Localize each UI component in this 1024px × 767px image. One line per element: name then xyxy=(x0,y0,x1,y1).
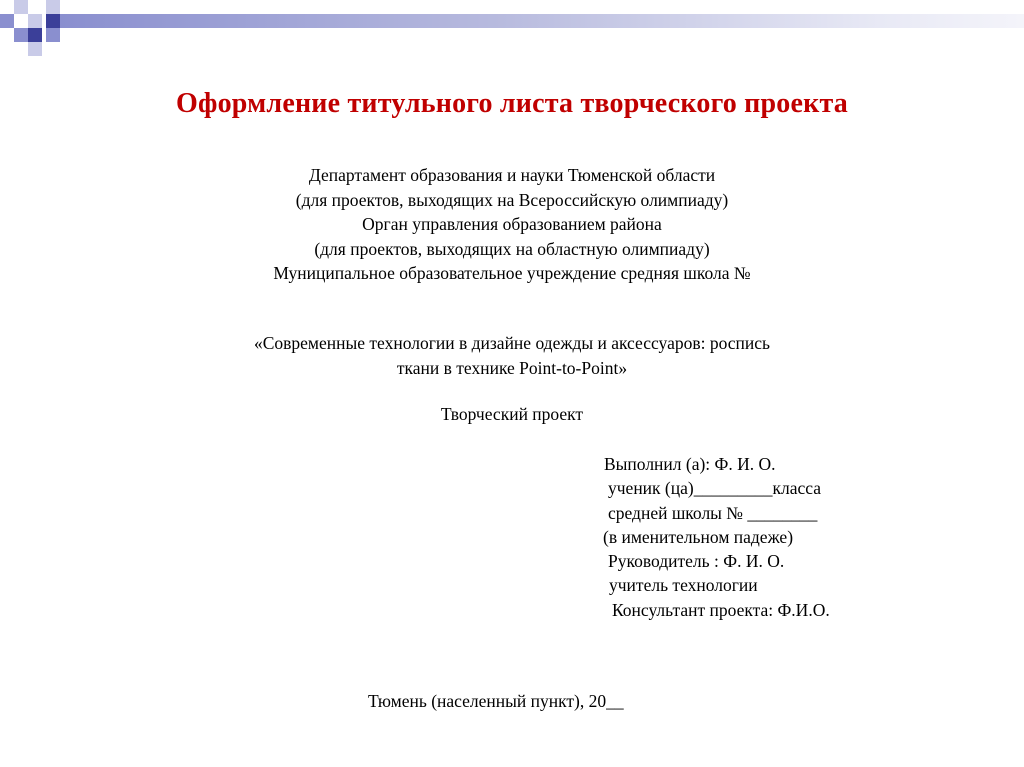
author-line: Консультант проекта: Ф.И.О. xyxy=(612,599,830,620)
decor-square xyxy=(14,28,28,42)
department-line: (для проектов, выходящих на Всероссийскую олимпиаду) xyxy=(295,189,729,210)
department-line: Департамент образования и науки Тюменской области xyxy=(308,165,716,185)
header-gradient-bar xyxy=(60,14,1024,28)
department-line: (для проектов, выходящих на областную олимпиаду) xyxy=(314,238,710,259)
decor-square xyxy=(0,14,14,28)
topic-line: ткани в технике Point-to-Point» xyxy=(396,357,628,378)
project-topic xyxy=(0,331,1024,380)
decor-square xyxy=(46,28,60,42)
slide-title: Оформление титульного листа творческого проекта xyxy=(176,88,848,119)
author-block xyxy=(0,452,1024,622)
decor-square xyxy=(46,14,60,28)
decor-square xyxy=(28,42,42,56)
decor-square xyxy=(46,0,60,14)
author-line: ученик (ца)_________класса xyxy=(608,478,821,499)
department-line: Муниципальное образовательное учреждение средняя школа № xyxy=(273,263,751,283)
decor-square xyxy=(28,14,42,28)
project-type: Творческий проект xyxy=(440,404,584,424)
topic-line: «Современные технологии в дизайне одежды и аксессуаров: роспись xyxy=(253,333,771,353)
author-line: (в именительном падеже) xyxy=(603,526,794,547)
author-line: Руководитель : Ф. И. О. xyxy=(608,551,785,572)
department-block xyxy=(0,163,1024,286)
author-line: средней школы № ________ xyxy=(608,502,818,523)
department-line: Орган управления образованием района xyxy=(362,214,662,234)
decor-square xyxy=(28,28,42,42)
header-decoration xyxy=(0,0,1024,60)
author-line: учитель технологии xyxy=(609,575,758,596)
author-line: Выполнил (а): Ф. И. О. xyxy=(604,454,776,474)
decor-square xyxy=(14,0,28,14)
city-year: Тюмень (населенный пункт), 20__ xyxy=(368,691,624,711)
